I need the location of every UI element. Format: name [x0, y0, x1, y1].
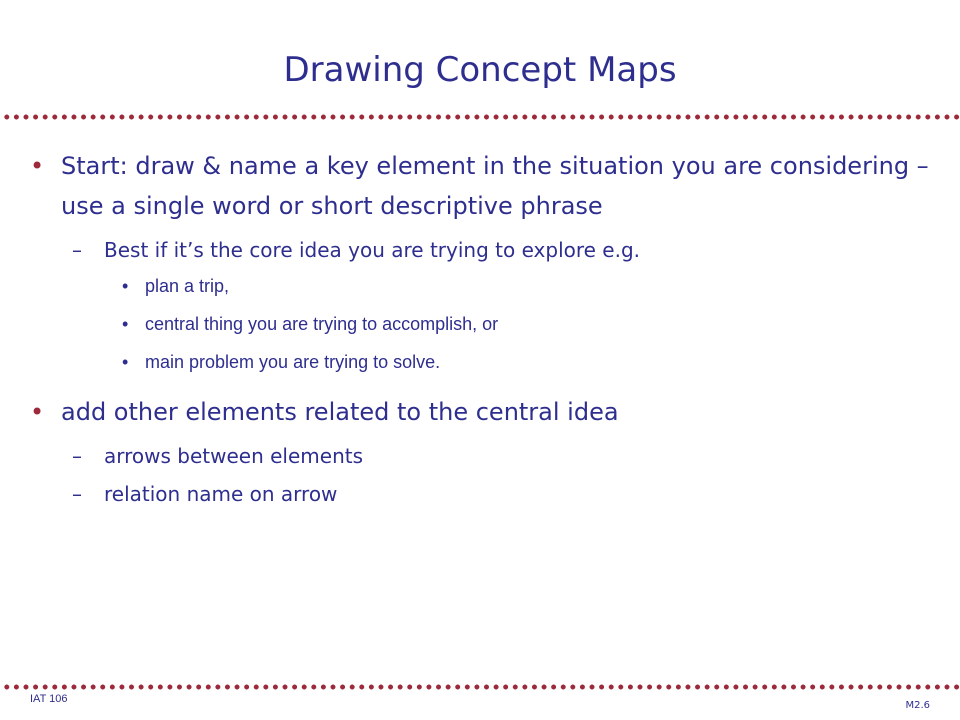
sub-bullet-relation-name — [30, 480, 940, 508]
sub-bullet-text: arrows between elements — [104, 444, 364, 468]
example-text: main problem you are trying to solve. — [145, 352, 441, 372]
bullet-add-elements — [30, 392, 940, 432]
small-bullet-marker: • — [122, 352, 129, 372]
bullet-marker: • — [30, 152, 45, 180]
bottom-dotted-divider — [0, 683, 960, 691]
example-text: plan a trip, — [145, 276, 230, 296]
dash-marker: – — [72, 238, 82, 262]
small-bullet-marker: • — [122, 276, 129, 296]
bullet-marker: • — [30, 398, 45, 426]
sub-bullet-core-idea — [30, 236, 940, 264]
sub-bullet-text: Best if it’s the core idea you are trying to explore e.g. — [104, 238, 641, 262]
footer-slide-number: M2.6 — [905, 700, 930, 711]
bullet-start — [30, 146, 940, 226]
example-text: central thing you are trying to accomplish, or — [145, 314, 499, 334]
sub-bullet-text: relation name on arrow — [104, 482, 338, 506]
dash-marker: – — [72, 482, 82, 506]
slide-content — [30, 140, 940, 508]
bullet-text: Start: draw & name a key element in the situation you are considering – use a single word or short descriptive phrase — [61, 152, 929, 220]
slide-title: Drawing Concept Maps — [283, 50, 677, 90]
dash-marker: – — [72, 444, 82, 468]
sub-bullet-arrows — [30, 442, 940, 470]
top-dotted-divider — [0, 113, 960, 121]
bullet-text: add other elements related to the central idea — [61, 398, 619, 426]
example-item-plan-trip — [30, 274, 940, 298]
small-bullet-marker: • — [122, 314, 129, 334]
footer-course: IAT 106 — [30, 693, 68, 705]
example-item-main-problem — [30, 350, 940, 374]
example-item-central-thing — [30, 312, 940, 336]
